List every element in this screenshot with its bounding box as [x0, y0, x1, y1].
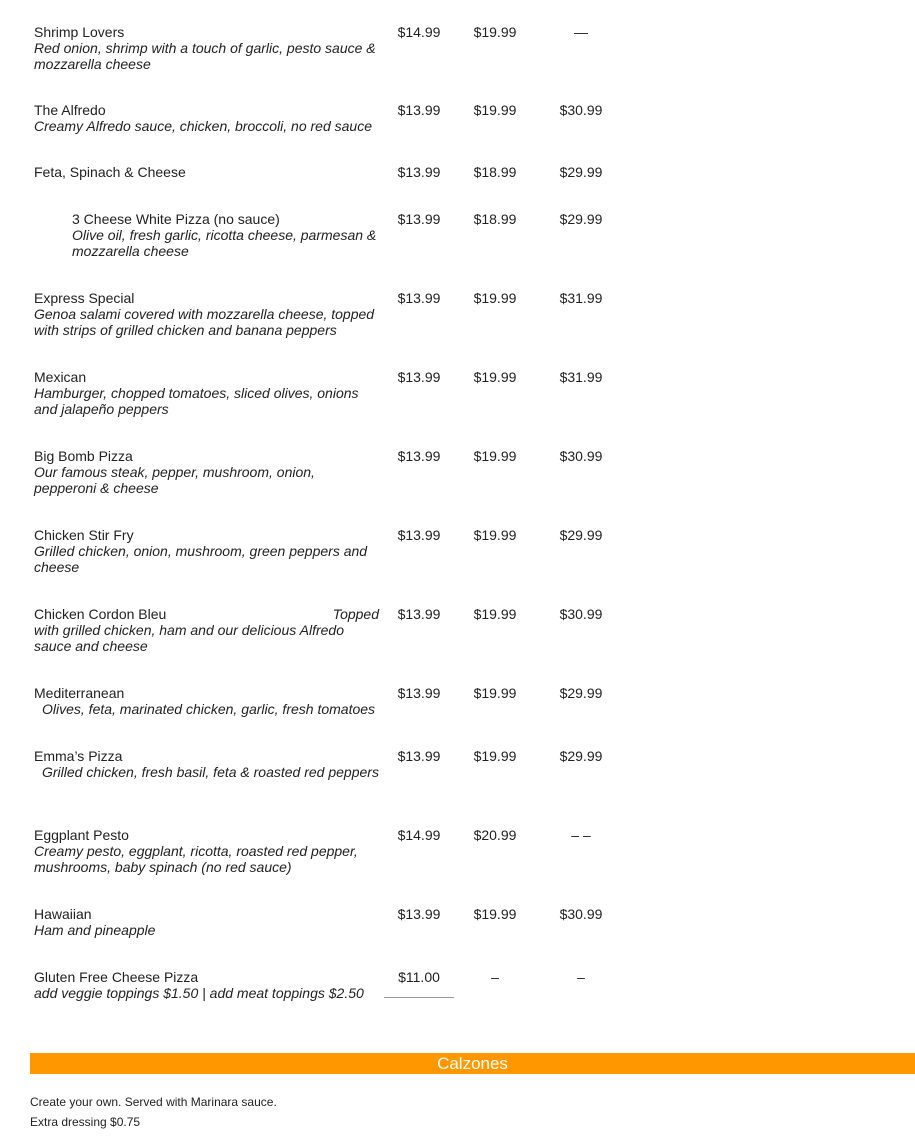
calzones-extra-dressing: Extra dressing $0.75	[30, 1115, 141, 1129]
price-medium: $18.99	[473, 211, 517, 227]
menu-item-name: 3 Cheese White Pizza (no sauce)	[72, 211, 280, 227]
menu-item-desc: Our famous steak, pepper, mushroom, onion, pepperoni & cheese	[34, 464, 315, 496]
price-large: –	[577, 969, 585, 985]
menu-item-desc: Creamy pesto, eggplant, ricotta, roasted red pepper, mushrooms, baby spinach (no red sauce)	[34, 843, 358, 875]
price-small: $13.99	[397, 748, 441, 764]
price-large: $31.99	[559, 290, 603, 306]
price-medium: $19.99	[473, 748, 517, 764]
price-small: $13.99	[397, 290, 441, 306]
price-small: $13.99	[397, 211, 441, 227]
price-medium: $19.99	[473, 606, 517, 622]
menu-item-name: Express Special	[34, 290, 135, 306]
price-large: $30.99	[559, 606, 603, 622]
menu-item-text	[34, 906, 379, 938]
menu-item-name-line	[34, 606, 379, 622]
menu-item-desc: Red onion, shrimp with a touch of garlic, pesto sauce & mozzarella cheese	[34, 40, 376, 72]
menu-item-desc: Creamy Alfredo sauce, chicken, broccoli, no red sauce	[34, 118, 372, 134]
price-large: $31.99	[559, 369, 603, 385]
price-medium: $19.99	[473, 369, 517, 385]
menu-item-text	[72, 211, 379, 259]
menu-item-text	[34, 748, 379, 780]
price-medium: $18.99	[473, 164, 517, 180]
price-medium: $19.99	[473, 24, 517, 40]
menu-item-text	[34, 685, 379, 717]
menu-item-desc: add veggie toppings $1.50 | add meat toppings $2.50	[34, 985, 364, 1001]
menu-item-desc: Genoa salami covered with mozzarella cheese, topped with strips of grilled chicken and banana peppers	[34, 306, 375, 338]
price-small: $13.99	[397, 685, 441, 701]
menu-item-desc-lead: Topped	[332, 606, 379, 622]
price-medium: $20.99	[473, 827, 517, 843]
menu-item-text	[34, 606, 379, 654]
price-large: $30.99	[559, 906, 603, 922]
price-large: $30.99	[559, 448, 603, 464]
price-large: $29.99	[559, 685, 603, 701]
price-medium: $19.99	[473, 527, 517, 543]
menu-item-text	[34, 164, 379, 180]
menu-item-desc: Grilled chicken, onion, mushroom, green peppers and cheese	[34, 543, 368, 575]
menu-item-text	[34, 448, 379, 496]
price-small: $14.99	[397, 24, 441, 40]
menu-item-name: Shrimp Lovers	[34, 24, 125, 40]
price-small: $13.99	[397, 527, 441, 543]
price-small: $11.00	[398, 969, 440, 985]
price-large: $29.99	[559, 527, 603, 543]
menu-item-name: The Alfredo	[34, 102, 106, 118]
menu-item-desc: Hamburger, chopped tomatoes, sliced olives, onions and jalapeño peppers	[34, 385, 359, 417]
price-small: $13.99	[397, 906, 441, 922]
price-medium: $19.99	[473, 685, 517, 701]
menu-item-desc: Olives, feta, marinated chicken, garlic, fresh tomatoes	[42, 701, 376, 717]
menu-item-name: Chicken Cordon Bleu	[34, 606, 167, 622]
price-medium: $19.99	[473, 906, 517, 922]
menu-item-name: Gluten Free Cheese Pizza	[34, 969, 199, 985]
menu-item-desc: with grilled chicken, ham and our delicious Alfredo sauce and cheese	[34, 622, 344, 654]
menu-item-name: Chicken Stir Fry	[34, 527, 134, 543]
menu-item-text	[34, 969, 394, 1001]
menu-item-text	[34, 290, 379, 338]
menu-item-name: Hawaiian	[34, 906, 92, 922]
divider	[384, 997, 454, 998]
price-small: $13.99	[397, 164, 441, 180]
calzones-note: Create your own. Served with Marinara sauce.	[30, 1095, 277, 1109]
price-small: $13.99	[397, 369, 441, 385]
menu-item-name: Mexican	[34, 369, 87, 385]
menu-item-name: Emma’s Pizza	[34, 748, 123, 764]
price-large: $29.99	[559, 211, 603, 227]
menu-item-name: Feta, Spinach & Cheese	[34, 164, 186, 180]
price-medium: $19.99	[473, 102, 517, 118]
menu-item-desc: Olive oil, fresh garlic, ricotta cheese, parmesan & mozzarella cheese	[72, 227, 377, 259]
price-large: $29.99	[559, 748, 603, 764]
price-small: $14.99	[397, 827, 441, 843]
menu-item-name: Eggplant Pesto	[34, 827, 129, 843]
menu-item-desc: Ham and pineapple	[34, 922, 156, 938]
price-medium: $19.99	[473, 448, 517, 464]
menu-item-text	[34, 527, 379, 575]
menu-item-desc: Grilled chicken, fresh basil, feta & roasted red peppers	[42, 764, 379, 780]
menu-item-text	[34, 24, 379, 72]
price-large: $30.99	[559, 102, 603, 118]
price-medium: $19.99	[473, 290, 517, 306]
price-large: $29.99	[559, 164, 603, 180]
price-large: – –	[571, 827, 591, 843]
menu-item-text	[34, 369, 379, 417]
section-header-calzones: Calzones	[30, 1053, 915, 1074]
price-medium: –	[491, 969, 499, 985]
menu-item-name: Big Bomb Pizza	[34, 448, 133, 464]
price-small: $13.99	[397, 606, 441, 622]
price-small: $13.99	[397, 102, 441, 118]
menu-item-text	[34, 827, 379, 875]
price-large: —	[574, 24, 588, 40]
menu-item-text	[34, 102, 379, 134]
price-small: $13.99	[397, 448, 441, 464]
menu-item-name: Mediterranean	[34, 685, 125, 701]
